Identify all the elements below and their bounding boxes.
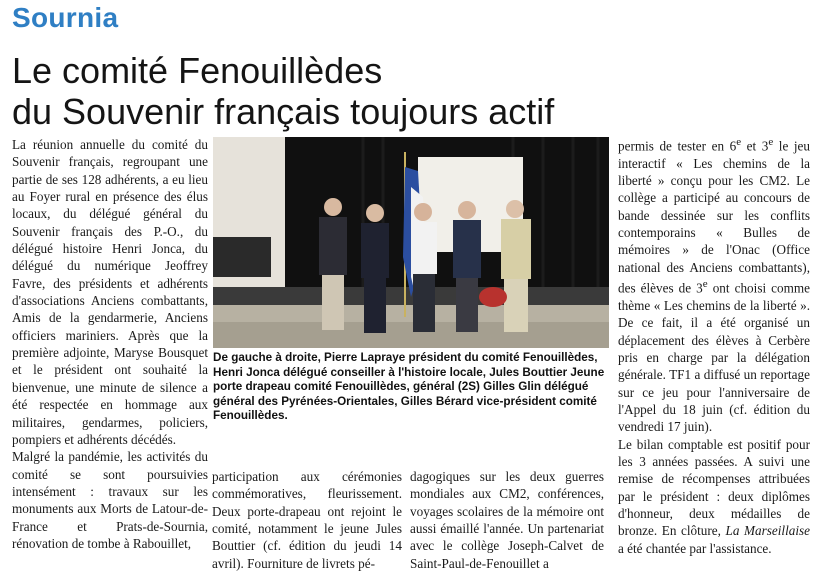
paragraph: participation aux cérémonies commémoratives, fleurissement. Deux porte-drapeau ont rejoint le comité, notamment le jeune Jules Bouttier (cf. édition du jeudi 14 avril). Fourniture de livrets pé- xyxy=(212,469,402,571)
article-column-4 xyxy=(618,134,810,557)
paragraph: dagogiques sur les deux guerres mondiales aux CM2, conférences, voyages scolaires de la mémoire ont aussi émaillé l'année. Un partenariat avec le collège Joseph-Calvet de Saint-Paul-de-Fenouillet a xyxy=(410,469,604,571)
group-photo-illustration xyxy=(213,137,609,348)
headline xyxy=(12,50,812,132)
paragraph: permis de tester en 6e et 3e le jeu interactif « Les chemins de la liberté » conçu pour les CM2. Le collège a participé au concours de bande dessinée sur les conflits contemporains « Bulles de mémoires » de l'Onac (Office national des Anciens combattants), des élèves de 3e ont choisi comme thème « Les chemins de la liberté ». De ce fait, il a été organisé un déplacement des élèves à Cerbère pris en charge par la délégation générale. TF1 a diffusé un reportage sur ce jeu pour l'anniversaire de l'Appel du 18 juin (cf. édition du vendredi 17 juin). xyxy=(618,136,810,435)
article-column-1 xyxy=(12,136,208,552)
paragraph: Malgré la pandémie, les activités du comité se sont poursuivies intensément : travaux sur les monuments aux Morts de Latour-de-France et Prats-de-Sournia, rénovation de tombe à Rabouillet, xyxy=(12,449,208,551)
photo-caption: De gauche à droite, Pierre Lapraye président du comité Fenouillèdes, Henri Jonca délégué conseiller à l'histoire locale, Jules Bouttier Jeune porte drapeau comité Fenouillèdes, général (2S) Gilles Glin délégué général des Pyrénées-Orientales, Gilles Bérard vice-président comité Fenouillèdes. xyxy=(213,351,605,423)
section-label: Sournia xyxy=(12,2,119,33)
article-photo xyxy=(213,137,609,348)
headline-line-1: Le comité Fenouillèdes xyxy=(12,50,383,91)
article-column-2 xyxy=(212,468,402,572)
paragraph: La réunion annuelle du comité du Souvenir français, regroupant une partie de ses 128 adhérents, a eu lieu au Foyer rural en présence des élus locaux, du délégué général du Souvenir français des P.-O., du délégué histoire Henri Jonca, du délégué du numérique Jeoffrey Favre, des présidents et adhérents d'associations Anciens combattants, Amis de la gendarmerie, Anciens officiers mariniers. Après que la première adjointe, Maryse Bousquet et le président ont souhaité la bienvenue, une minute de silence a été respectée en hommage aux militaires, gendarmes, policiers, pompiers et adhérents décédés. xyxy=(12,137,208,447)
article-column-3 xyxy=(410,468,604,572)
paragraph: Le bilan comptable est positif pour les 3 années passées. A suivi une remise de récompenses attribuées par le président : deux diplômes d'honneur, deux médailles de bronze. En clôture, La Marseillaise a été chantée par l'assistance. xyxy=(618,436,810,556)
headline-line-2: du Souvenir français toujours actif xyxy=(12,91,555,132)
